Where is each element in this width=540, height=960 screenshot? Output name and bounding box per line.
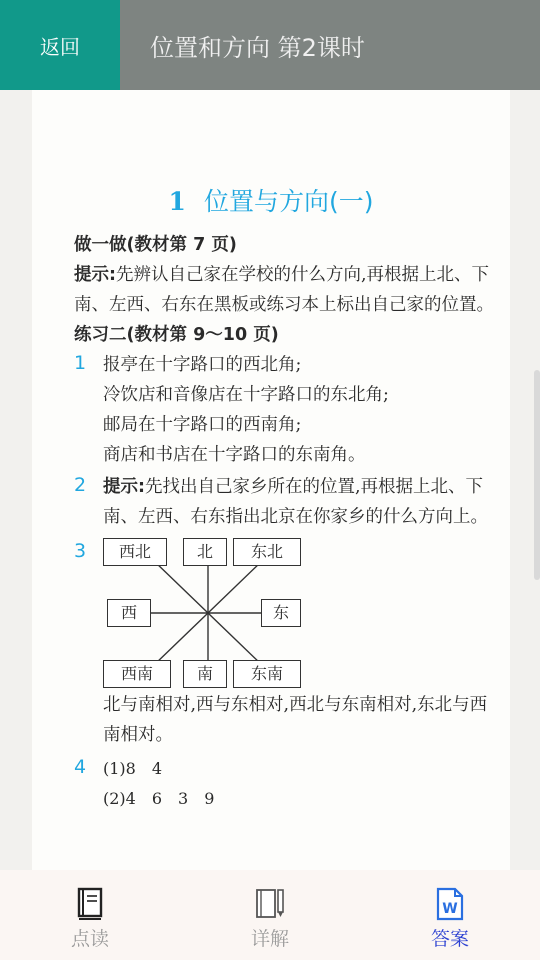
- lesson-title: [32, 182, 510, 218]
- nav-label: 答案: [430, 928, 469, 950]
- answer-line: (1)8 4: [103, 759, 163, 778]
- nav-item-dianlu[interactable]: [0, 870, 180, 960]
- lesson-number: 1: [168, 187, 186, 216]
- answer-line: (2)4 6 3 9: [103, 789, 215, 808]
- nav-label: 点读: [70, 928, 109, 950]
- word-doc-icon: [433, 886, 467, 922]
- book-icon: [73, 886, 107, 922]
- svg-text:W: W: [442, 901, 458, 917]
- answer-line: 冷饮店和音像店在十字路口的东北角;: [103, 385, 389, 405]
- item-number: 1: [74, 352, 87, 374]
- page-title: 位置和方向 第2课时: [120, 0, 540, 90]
- exercise-item-2: [74, 472, 504, 532]
- direction-box-southeast: 东南: [233, 660, 301, 688]
- answer-text: 北与南相对,西与东相对,西北与东南相对,东北与西南相对。: [103, 695, 488, 745]
- nav-label: 详解: [250, 928, 289, 950]
- section-heading: 做一做(教材第 7 页): [74, 235, 237, 255]
- answer-content: [74, 230, 504, 814]
- direction-box-east: 东: [261, 599, 301, 627]
- textbook-page: [32, 90, 510, 870]
- direction-box-northeast: 东北: [233, 538, 301, 566]
- hint-text: 先找出自己家乡所在的位置,再根据上北、下南、左西、右东指出北京在你家乡的什么方向上。: [103, 477, 488, 527]
- answer-line: 商店和书店在十字路口的东南角。: [103, 445, 366, 465]
- item-number: 2: [74, 474, 87, 496]
- compass-diagram: [103, 538, 313, 688]
- document-viewer[interactable]: [0, 90, 540, 870]
- direction-box-southwest: 西南: [103, 660, 171, 688]
- hint-paragraph: [74, 260, 504, 320]
- hint-label: 提示:: [74, 265, 116, 285]
- notebook-pen-icon: [253, 886, 287, 922]
- answer-line: 报亭在十字路口的西北角;: [103, 355, 302, 375]
- exercise-item-4: [74, 754, 504, 814]
- top-bar: [0, 0, 540, 90]
- back-button[interactable]: 返回: [0, 0, 120, 90]
- scrollbar[interactable]: [534, 370, 540, 580]
- lesson-title-text: 位置与方向(一): [203, 187, 374, 216]
- section-heading: 练习二(教材第 9～10 页): [74, 325, 279, 345]
- direction-box-north: 北: [183, 538, 227, 566]
- direction-box-northwest: 西北: [103, 538, 167, 566]
- nav-item-daan[interactable]: [360, 870, 540, 960]
- direction-box-south: 南: [183, 660, 227, 688]
- item-number: 3: [74, 540, 87, 562]
- exercise-item-3: [74, 538, 504, 750]
- exercise-item-1: [74, 350, 504, 470]
- nav-item-xiangjie[interactable]: [180, 870, 360, 960]
- hint-label: 提示:: [103, 477, 145, 497]
- hint-paragraph: [103, 472, 504, 532]
- direction-box-west: 西: [107, 599, 151, 627]
- bottom-nav: [0, 870, 540, 960]
- answer-line: 邮局在十字路口的西南角;: [103, 415, 302, 435]
- item-number: 4: [74, 756, 87, 778]
- hint-text: 先辨认自己家在学校的什么方向,再根据上北、下南、左西、右东在黑板或练习本上标出自己家的位置。: [74, 265, 494, 315]
